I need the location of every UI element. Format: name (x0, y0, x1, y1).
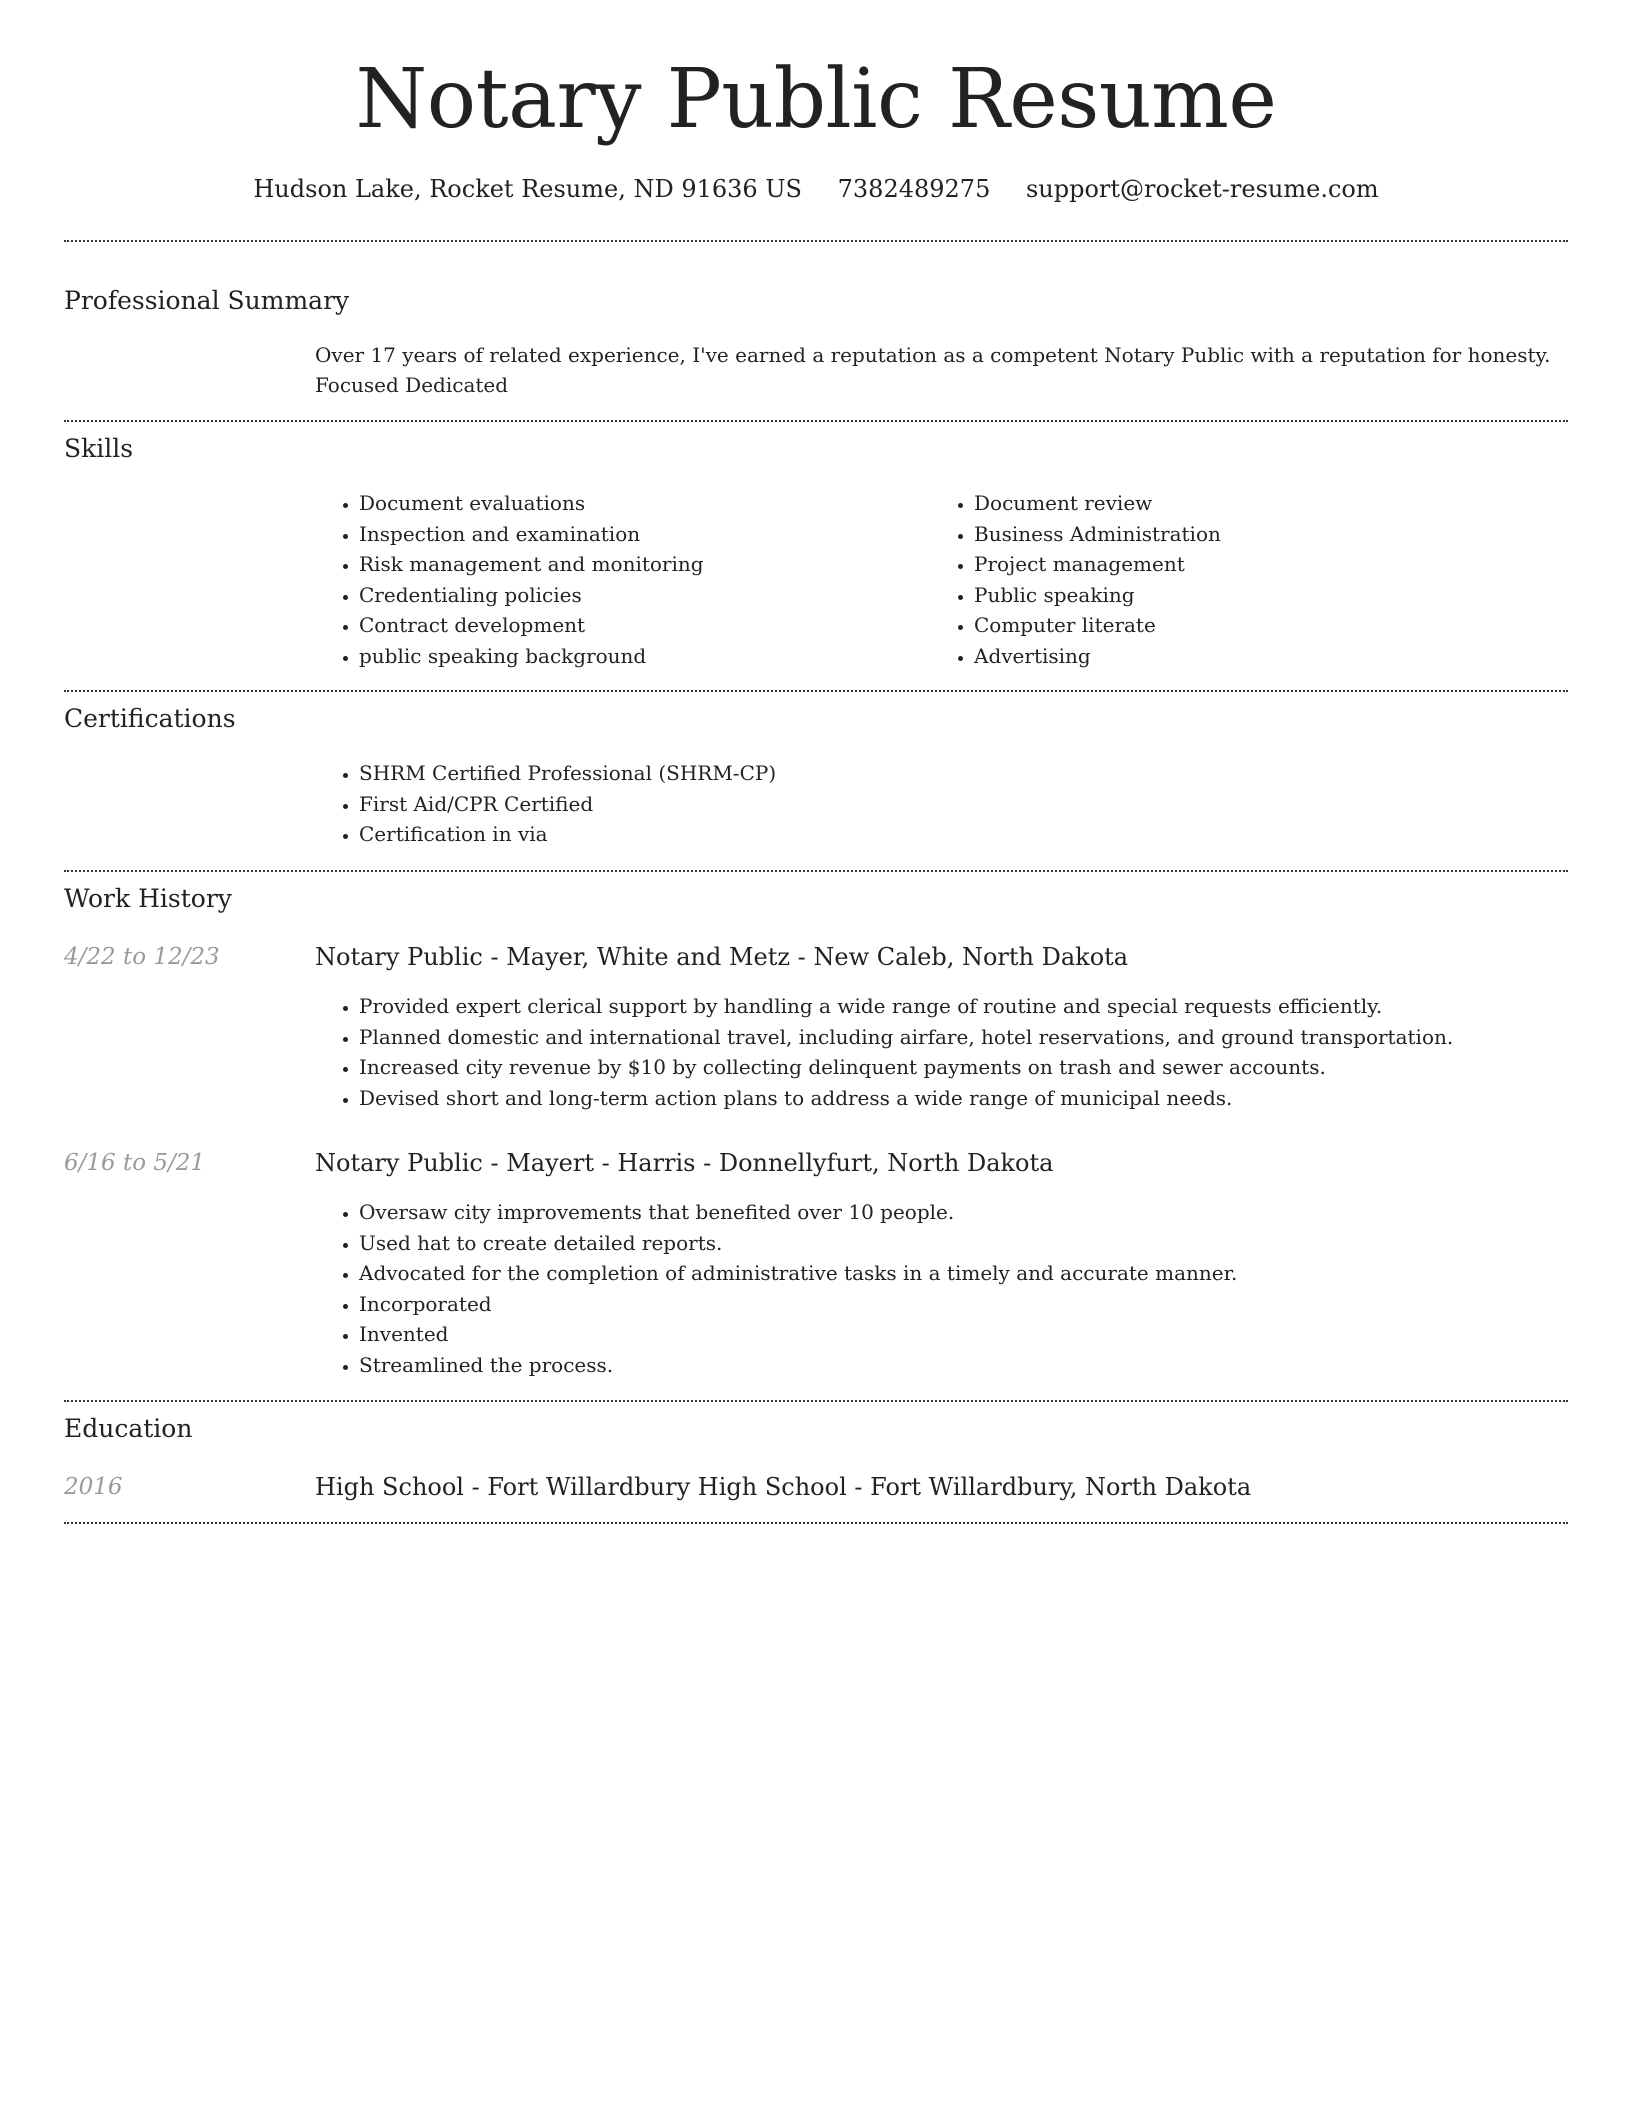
divider (64, 1400, 1568, 1402)
job-heading (315, 940, 1128, 974)
job-bullet: • Streamlined the process. (359, 1350, 1237, 1381)
skill-item: • Document review (974, 488, 1221, 519)
certification-item: • Certification in via (359, 819, 776, 850)
job-bullets (315, 991, 1453, 1113)
certification-item: • First Aid/CPR Certified (359, 789, 776, 820)
job-dates: 6/16 to 5/21 (64, 1150, 206, 1176)
skill-item: • Credentialing policies (359, 580, 704, 611)
contact-address: Hudson Lake, Rocket Resume, ND 91636 US (253, 175, 802, 203)
skill-item: • Contract development (359, 610, 704, 641)
skill-item: • Computer literate (974, 610, 1221, 641)
education-heading-line (315, 1470, 1251, 1504)
education-heading: Education (64, 1414, 193, 1443)
job-title: Notary Public (315, 1149, 483, 1177)
contact-line (64, 170, 1568, 208)
divider (64, 690, 1568, 692)
skills-heading: Skills (64, 434, 134, 463)
skills-list-left (315, 488, 704, 671)
resume-title: Notary Public Resume (355, 52, 1277, 147)
divider (64, 870, 1568, 872)
work-heading: Work History (64, 884, 232, 913)
job-dates: 4/22 to 12/23 (64, 944, 220, 970)
job-details: - Mayert - Harris - Donnellyfurt, North Dakota (482, 1149, 1054, 1177)
contact-phone: 7382489275 (837, 175, 991, 203)
summary-heading: Professional Summary (64, 286, 350, 315)
certifications-list (315, 758, 776, 850)
skill-item: • Risk management and monitoring (359, 549, 704, 580)
skill-item: • Public speaking (974, 580, 1221, 611)
skill-item: • Inspection and examination (359, 519, 704, 550)
job-bullet: • Planned domestic and international travel, including airfare, hotel reservations, and ground transportation. (359, 1022, 1453, 1053)
job-heading (315, 1146, 1053, 1180)
job-bullet: • Used hat to create detailed reports. (359, 1228, 1237, 1259)
job-details: - Mayer, White and Metz - New Caleb, North Dakota (482, 943, 1129, 971)
skills-list-right (930, 488, 1221, 671)
divider (64, 1522, 1568, 1524)
job-title: Notary Public (315, 943, 483, 971)
certifications-heading: Certifications (64, 704, 236, 733)
skill-item: • Document evaluations (359, 488, 704, 519)
skill-item: • Business Administration (974, 519, 1221, 550)
summary-text: Over 17 years of related experience, I've earned a reputation as a competent Notary Public with a reputation for honesty. Focused Dedicated (315, 343, 1551, 397)
job-bullet: • Oversaw city improvements that benefited over 10 people. (359, 1197, 1237, 1228)
job-bullet: • Invented (359, 1319, 1237, 1350)
job-bullet: • Increased city revenue by $10 by collecting delinquent payments on trash and sewer accounts. (359, 1052, 1453, 1083)
job-bullets (315, 1197, 1237, 1380)
education-dates: 2016 (64, 1474, 123, 1500)
divider (64, 240, 1568, 242)
skill-item: • Advertising (974, 641, 1221, 672)
job-bullet: • Devised short and long-term action plans to address a wide range of municipal needs. (359, 1083, 1453, 1114)
education-degree: High School (315, 1473, 464, 1501)
job-bullet: • Incorporated (359, 1289, 1237, 1320)
skill-item: • Project management (974, 549, 1221, 580)
job-bullet: • Advocated for the completion of administrative tasks in a timely and accurate manner. (359, 1258, 1237, 1289)
certification-item: • SHRM Certified Professional (SHRM-CP) (359, 758, 776, 789)
education-details: - Fort Willardbury High School - Fort Willardbury, North Dakota (463, 1473, 1252, 1501)
job-bullet: • Provided expert clerical support by handling a wide range of routine and special requests efficiently. (359, 991, 1453, 1022)
divider (64, 420, 1568, 422)
contact-email: support@rocket-resume.com (1025, 175, 1379, 203)
skill-item: • public speaking background (359, 641, 704, 672)
